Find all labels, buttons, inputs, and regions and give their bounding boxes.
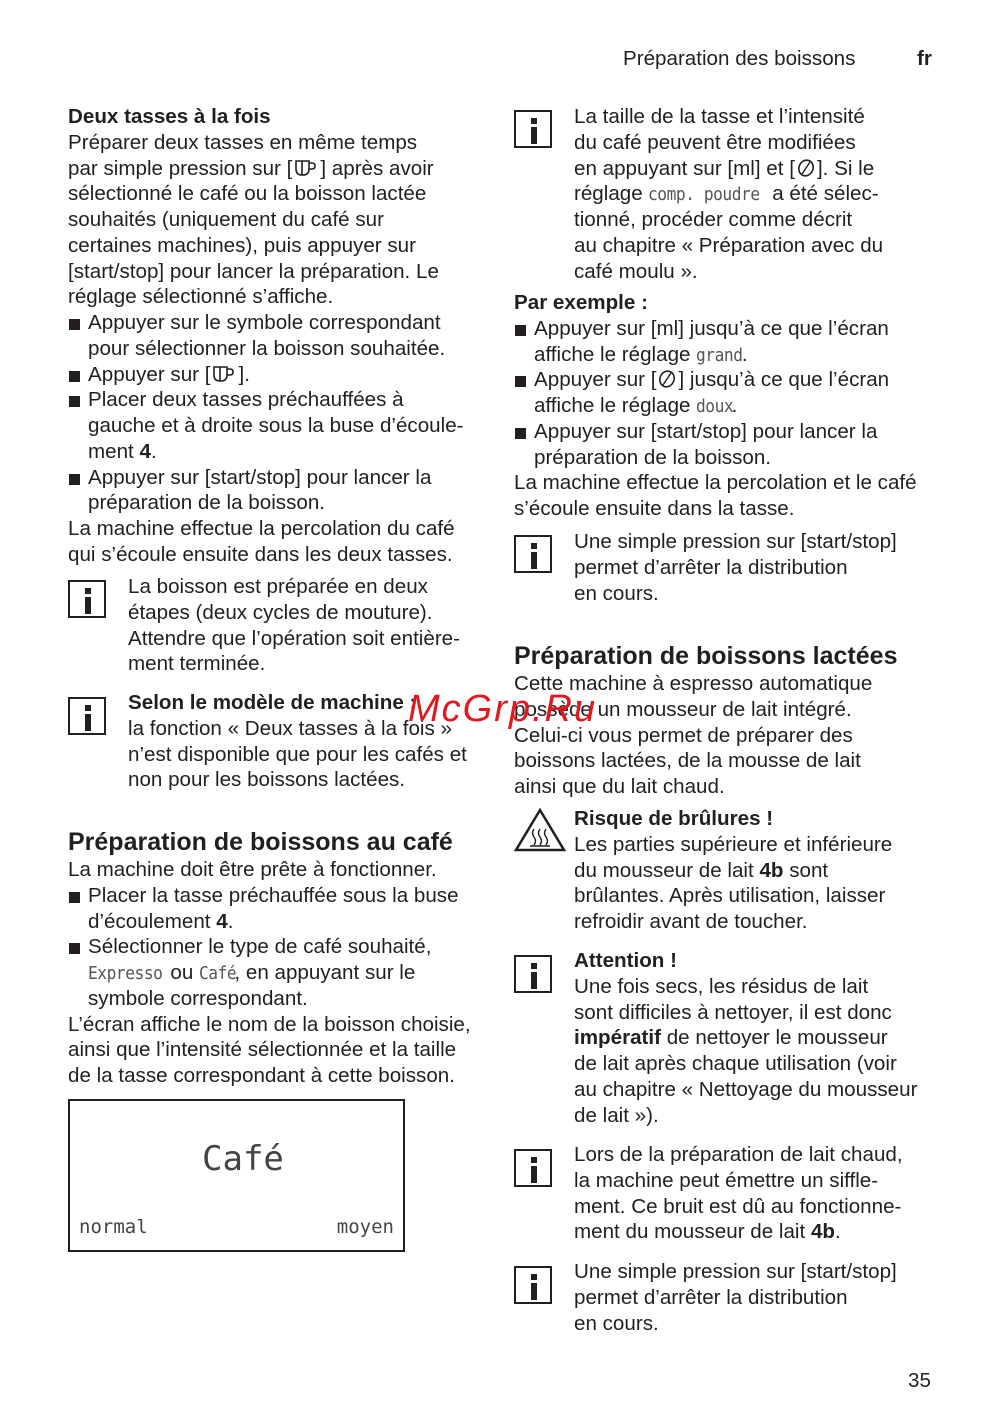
coffee-bean-icon xyxy=(797,158,815,178)
text: du mousseur de lait xyxy=(574,858,760,882)
text: s’écoule ensuite dans la tasse. xyxy=(514,497,795,520)
info-icon xyxy=(514,535,552,573)
text-line xyxy=(574,974,917,1000)
text: Appuyer sur [start/stop] pour lancer la xyxy=(534,419,878,443)
text: de lait »). xyxy=(574,1103,659,1127)
text: Une simple pression sur [start/stop] xyxy=(574,1260,897,1283)
text: affiche le réglage xyxy=(534,394,697,417)
text: en cours. xyxy=(574,1311,659,1335)
display-text: comp. poudre xyxy=(648,184,761,206)
text-line xyxy=(574,207,883,233)
text: La taille de la tasse et l’intensité xyxy=(574,105,865,128)
bullet-line xyxy=(514,393,917,419)
text-line xyxy=(128,767,467,793)
text-line xyxy=(574,529,897,555)
text-line xyxy=(128,600,460,626)
text-line xyxy=(514,470,917,496)
text-line xyxy=(68,1063,471,1089)
text-line xyxy=(68,1012,471,1038)
text-line xyxy=(574,806,892,832)
text: n’est disponible que pour les cafés et xyxy=(128,742,467,766)
text: ment terminée. xyxy=(128,652,266,676)
coffee-section xyxy=(68,857,471,1089)
text: ment du mousseur de lait xyxy=(574,1220,811,1244)
example-section xyxy=(514,290,917,522)
text-line xyxy=(574,1025,917,1051)
bullet-marker xyxy=(515,428,526,439)
text: boissons lactées, de la mousse de lait xyxy=(514,749,861,773)
text: gauche et à droite sous la buse d’écoule- xyxy=(88,414,464,437)
text-line xyxy=(128,574,460,600)
text: café moulu ». xyxy=(574,259,698,283)
bullet-line xyxy=(514,342,917,368)
text: de nettoyer le mousseur xyxy=(660,1026,888,1050)
text: qui s’écoule ensuite dans les deux tasses. xyxy=(68,542,453,566)
bold-text: Attention ! xyxy=(574,949,677,972)
text-line xyxy=(574,581,897,607)
text: L’écran affiche le nom de la boisson choisie, xyxy=(68,1012,471,1036)
bullet-line xyxy=(514,367,917,393)
text: Celui-ci vous permet de préparer des xyxy=(514,723,853,747)
text-line xyxy=(574,1259,897,1285)
info-note xyxy=(128,574,460,677)
text-line xyxy=(68,857,471,883)
text: tionné, procéder comme décrit xyxy=(574,208,853,231)
text-line xyxy=(68,1037,471,1063)
text: , en appuyant sur le xyxy=(234,961,416,984)
text-line xyxy=(574,259,883,285)
hot-surface-warning-icon xyxy=(514,807,566,853)
text: la machine peut émettre un siffle- xyxy=(574,1168,879,1192)
two-cups-section xyxy=(68,104,464,568)
text-line xyxy=(128,626,460,652)
text: au chapitre « Préparation avec du xyxy=(574,233,884,257)
display-text: Café xyxy=(199,963,237,984)
text: souhaités (uniquement du café sur xyxy=(68,208,384,231)
language-code: fr xyxy=(917,47,932,70)
bullet-line xyxy=(514,419,917,445)
text-line xyxy=(68,542,464,568)
burn-warning xyxy=(574,806,892,935)
text-line xyxy=(574,1142,903,1168)
bullet-line xyxy=(68,934,471,960)
text: sont difficiles à nettoyer, il est donc xyxy=(574,1000,892,1024)
text: du café peuvent être modifiées xyxy=(574,130,856,154)
text: par simple pression sur [ xyxy=(68,156,293,180)
bullet-line xyxy=(68,362,464,388)
text-line xyxy=(514,774,872,800)
text-line xyxy=(574,948,917,974)
text-line xyxy=(574,1168,903,1194)
bullet-marker xyxy=(69,943,80,954)
info-icon xyxy=(514,1266,552,1304)
bullet-line xyxy=(68,490,464,516)
bold-text: Risque de brûlures ! xyxy=(574,807,774,830)
text-line xyxy=(574,181,883,207)
bullet-marker xyxy=(69,371,80,382)
bold-text: 4 xyxy=(216,909,228,933)
text: ]. xyxy=(238,362,250,386)
text: certaines machines), puis appuyer sur xyxy=(68,233,416,257)
bullet-line xyxy=(514,316,917,342)
text: Une fois secs, les résidus de lait xyxy=(574,974,869,998)
text: Placer deux tasses préchauffées à xyxy=(88,388,404,412)
text-line xyxy=(574,233,883,259)
section-heading-milk: Préparation de boissons lactées xyxy=(514,642,898,670)
bullet-marker xyxy=(69,474,80,485)
attention-note xyxy=(574,948,917,1128)
text: brûlantes. Après utilisation, laisser xyxy=(574,884,886,908)
bullet-marker xyxy=(515,376,526,387)
text: Appuyer sur [start/stop] pour lancer la xyxy=(88,465,432,489)
bold-text: Selon le modèle de machine : xyxy=(128,691,417,714)
running-header: Préparation des boissons xyxy=(623,47,856,70)
text-line xyxy=(574,1077,917,1103)
text-line xyxy=(68,207,464,233)
bullet-line xyxy=(68,336,464,362)
text: Appuyer sur [ xyxy=(534,368,657,392)
bullet-marker xyxy=(69,319,80,330)
bullet-line xyxy=(68,387,464,413)
info-note xyxy=(574,1142,903,1245)
two-cups-icon xyxy=(212,364,236,384)
text: étapes (deux cycles de mouture). xyxy=(128,600,433,624)
info-icon xyxy=(514,955,552,993)
text-line xyxy=(574,832,892,858)
text: . xyxy=(731,394,738,417)
text: d’écoulement xyxy=(88,909,217,933)
text: La boisson est préparée en deux xyxy=(128,575,428,598)
text: permet d’arrêter la distribution xyxy=(574,1285,848,1309)
text: Les parties supérieure et inférieure xyxy=(574,832,893,856)
text-line xyxy=(128,742,467,768)
text: ment. Ce bruit est dû au fonctionne- xyxy=(574,1194,902,1218)
bullet-line xyxy=(68,310,464,336)
coffee-bean-icon xyxy=(658,369,676,389)
text: [start/stop] pour lancer la préparation. Le xyxy=(68,259,439,283)
info-note xyxy=(574,104,883,284)
text: symbole correspondant. xyxy=(88,986,308,1010)
text: . xyxy=(150,439,157,463)
bold-text: 4 xyxy=(139,439,151,463)
text: de la tasse correspondant à cette boisson. xyxy=(68,1064,455,1087)
text: en cours. xyxy=(574,581,659,605)
text: Une simple pression sur [start/stop] xyxy=(574,530,897,553)
text-line xyxy=(574,858,892,884)
text-line xyxy=(574,104,883,130)
text-line xyxy=(68,516,464,542)
text: a été sélec- xyxy=(766,182,879,206)
text: Appuyer sur le symbole correspondant xyxy=(88,311,441,334)
text-line xyxy=(68,233,464,259)
text-line xyxy=(68,156,464,182)
text-line xyxy=(574,1311,897,1337)
info-icon xyxy=(68,697,106,735)
text: Placer la tasse préchauffée sous la buse xyxy=(88,883,459,907)
bold-text: 4b xyxy=(810,1220,835,1244)
text: en appuyant sur [ml] et [ xyxy=(574,156,795,180)
text: La machine effectue la percolation du café xyxy=(68,517,455,540)
display-drink: Café xyxy=(202,1139,284,1179)
text-line xyxy=(68,104,464,130)
text: La machine doit être prête à fonctionner. xyxy=(68,858,437,881)
two-cups-icon xyxy=(294,158,318,178)
text-line xyxy=(514,496,917,522)
text: possède un mousseur de lait intégré. xyxy=(514,697,852,721)
info-note xyxy=(574,1259,897,1336)
bullet-line xyxy=(68,883,471,909)
text-line xyxy=(574,1219,903,1245)
text: Cette machine à espresso automatique xyxy=(514,672,873,695)
text: non pour les boissons lactées. xyxy=(128,768,406,792)
text: de lait après chaque utilisation (voir xyxy=(574,1052,897,1075)
text: ainsi que l’intensité sélectionnée et la taille xyxy=(68,1038,457,1062)
bold-text: Deux tasses à la fois xyxy=(68,105,271,128)
text-line xyxy=(574,1285,897,1311)
info-icon xyxy=(514,1149,552,1187)
text: Lors de la préparation de lait chaud, xyxy=(574,1143,903,1166)
text-line xyxy=(68,284,464,310)
page-number: 35 xyxy=(908,1369,931,1392)
text: préparation de la boisson. xyxy=(534,445,771,469)
text-line xyxy=(514,290,917,316)
display-text: grand xyxy=(696,344,743,366)
text: refroidir avant de toucher. xyxy=(574,910,808,933)
bullet-marker xyxy=(69,892,80,903)
text-line xyxy=(574,883,892,909)
bullet-line xyxy=(514,445,917,471)
text: affiche le réglage xyxy=(534,342,697,366)
text-line xyxy=(514,748,872,774)
bullet-line xyxy=(68,413,464,439)
text: ainsi que du lait chaud. xyxy=(514,775,725,798)
display-text: Expresso xyxy=(88,963,163,984)
text: Sélectionner le type de café souhaité, xyxy=(88,935,432,959)
text: réglage sélectionné s’affiche. xyxy=(68,285,334,309)
text: ]. Si le xyxy=(816,156,875,180)
text-line xyxy=(574,1051,917,1077)
text: sélectionné le café ou la boisson lactée xyxy=(68,182,427,206)
bullet-line xyxy=(68,909,471,935)
text: ment xyxy=(88,439,140,463)
section-heading-coffee: Préparation de boissons au café xyxy=(68,828,453,856)
text: pour sélectionner la boisson souhaitée. xyxy=(88,336,446,360)
bullet-line xyxy=(68,439,464,465)
text: . xyxy=(835,1220,841,1244)
text: préparation de la boisson. xyxy=(88,491,325,515)
text-line xyxy=(574,156,883,182)
bullet-marker xyxy=(515,325,526,336)
text: sont xyxy=(783,858,829,882)
text: Préparer deux tasses en même temps xyxy=(68,130,418,154)
text: Appuyer sur [ml] jusqu’à ce que l’écran xyxy=(534,316,889,340)
text-line xyxy=(574,1194,903,1220)
text-line xyxy=(574,1000,917,1026)
text: Appuyer sur [ xyxy=(88,362,211,386)
info-note xyxy=(574,529,897,606)
text: au chapitre « Nettoyage du mousseur xyxy=(574,1077,918,1101)
display-text: doux xyxy=(696,396,734,417)
text: réglage xyxy=(574,182,649,206)
bullet-line xyxy=(68,986,471,1012)
bullet-line xyxy=(68,960,471,986)
text-line xyxy=(574,1103,917,1129)
text: ou xyxy=(164,961,200,984)
display-size: moyen xyxy=(336,1216,394,1238)
text: La machine effectue la percolation et le café xyxy=(514,471,917,495)
display-illustration xyxy=(68,1099,405,1252)
text-line xyxy=(68,181,464,207)
bold-text: 4b xyxy=(759,858,784,882)
text: . xyxy=(227,909,234,933)
text-line xyxy=(68,259,464,285)
info-icon xyxy=(514,110,552,148)
text: ] après avoir xyxy=(320,156,434,180)
text-line xyxy=(128,651,460,677)
watermark: McGrp.Ru xyxy=(408,688,598,730)
bullet-marker xyxy=(69,396,80,407)
text-line xyxy=(574,130,883,156)
text: permet d’arrêter la distribution xyxy=(574,555,848,579)
info-icon xyxy=(68,580,106,618)
text: la fonction « Deux tasses à la fois » xyxy=(128,716,452,740)
text: Attendre que l’opération soit entière- xyxy=(128,626,460,650)
text: ] jusqu’à ce que l’écran xyxy=(678,368,890,392)
text-line xyxy=(68,130,464,156)
text-line xyxy=(574,555,897,581)
display-intensity: normal xyxy=(79,1216,148,1238)
bold-text: impératif xyxy=(574,1026,661,1050)
bold-text: Par exemple : xyxy=(514,291,648,314)
bullet-line xyxy=(68,465,464,491)
text-line xyxy=(574,909,892,935)
text: . xyxy=(741,342,748,366)
